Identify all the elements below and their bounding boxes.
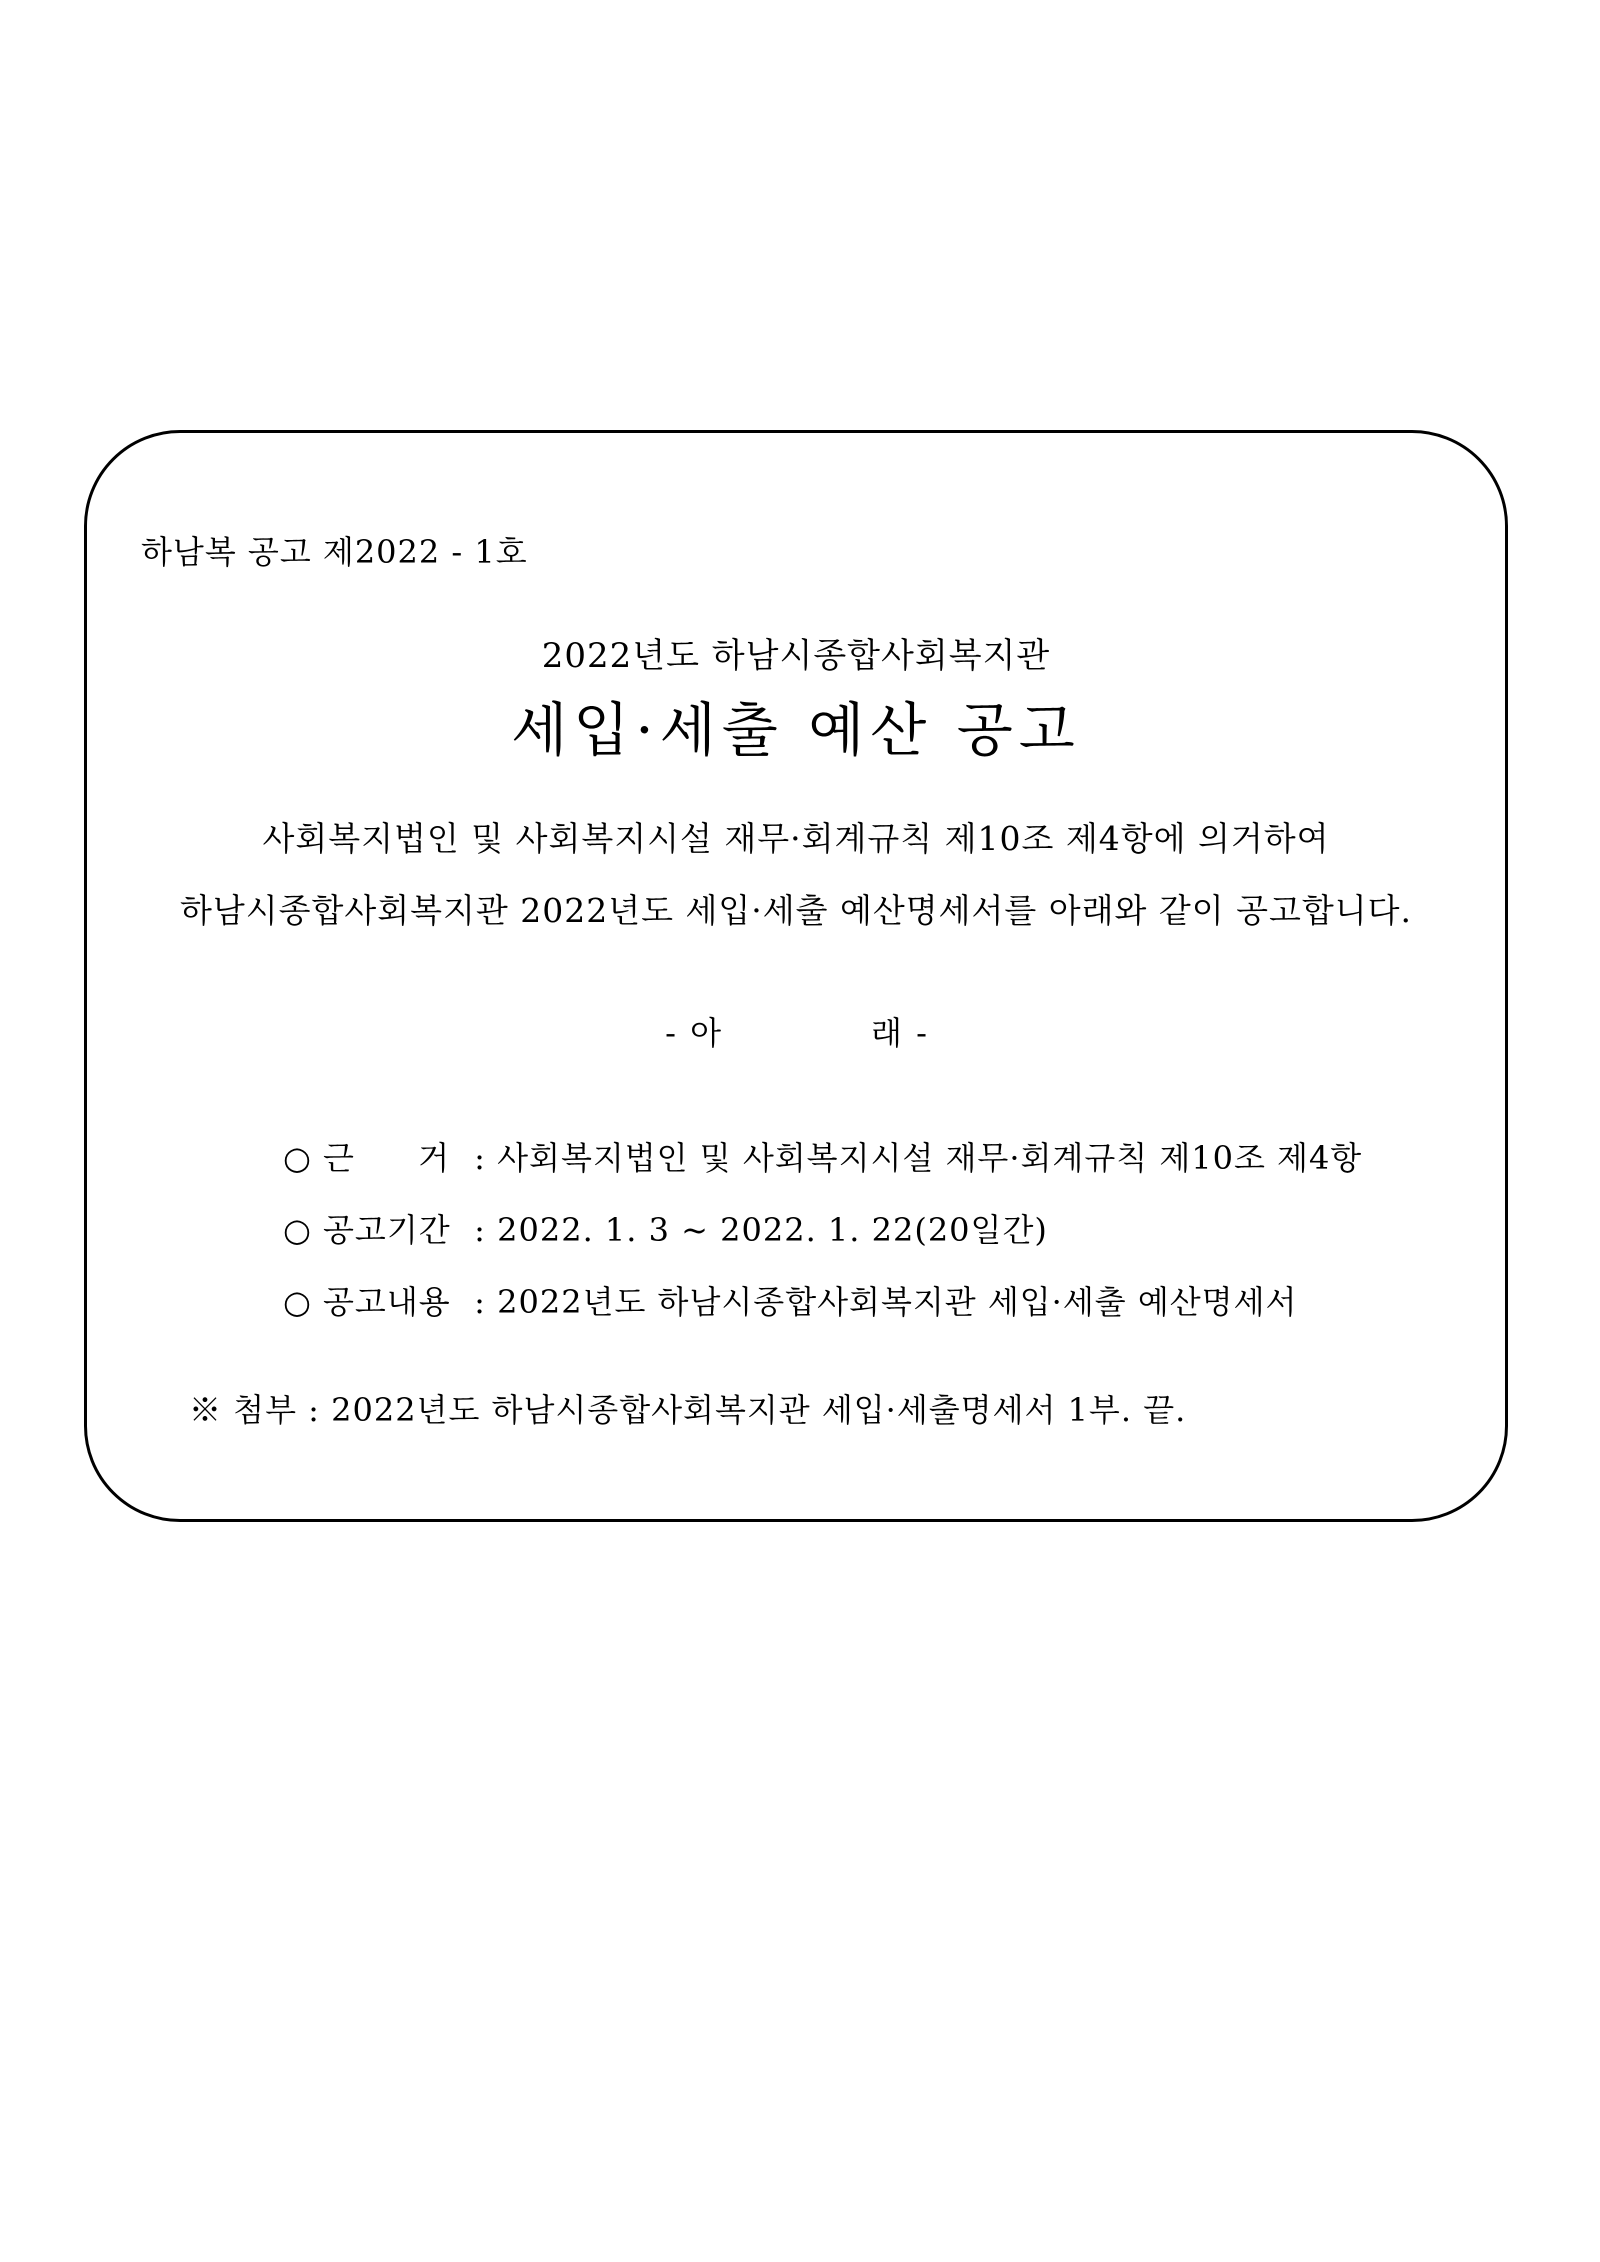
item-content	[283, 1277, 1362, 1349]
item-value: 2022년도 하남시종합사회복지관 세입·세출 예산명세서	[497, 1283, 1298, 1321]
notice-subtitle: 2022년도 하남시종합사회복지관	[541, 636, 1051, 676]
item-value: 사회복지법인 및 사회복지시설 재무·회계규칙 제10조 제4항	[497, 1139, 1363, 1177]
notice-title: 세입·세출 예산 공고	[511, 696, 1081, 764]
notice-items	[283, 1133, 1362, 1349]
intro-line-2: 하남시종합사회복지관 2022년도 세입·세출 예산명세서를 아래와 같이 공고합니다.	[180, 891, 1412, 930]
intro-line-1: 사회복지법인 및 사회복지시설 재무·회계규칙 제10조 제4항에 의거하여	[262, 819, 1330, 858]
notice-box	[84, 430, 1508, 1522]
bullet-icon: ○	[283, 1211, 312, 1249]
below-heading-right: 래 -	[871, 1014, 927, 1052]
bullet-icon: ○	[283, 1283, 312, 1321]
item-label: 공고내용	[323, 1283, 451, 1321]
item-separator: :	[474, 1283, 486, 1321]
item-value: 2022. 1. 3 ~ 2022. 1. 22(20일간)	[497, 1211, 1048, 1249]
item-label: 근 거	[323, 1139, 450, 1177]
item-label: 공고기간	[323, 1211, 451, 1249]
bullet-icon: ○	[283, 1139, 312, 1177]
item-basis	[283, 1133, 1362, 1205]
below-heading	[87, 1008, 1505, 1054]
item-separator: :	[474, 1139, 486, 1177]
attachment-note: ※ 첨부 : 2022년도 하남시종합사회복지관 세입·세출명세서 1부. 끝.	[189, 1391, 1187, 1429]
below-heading-left: - 아	[665, 1014, 721, 1052]
notice-number: 하남복 공고 제2022 - 1호	[141, 533, 528, 571]
item-period	[283, 1205, 1362, 1277]
item-separator: :	[474, 1211, 486, 1249]
